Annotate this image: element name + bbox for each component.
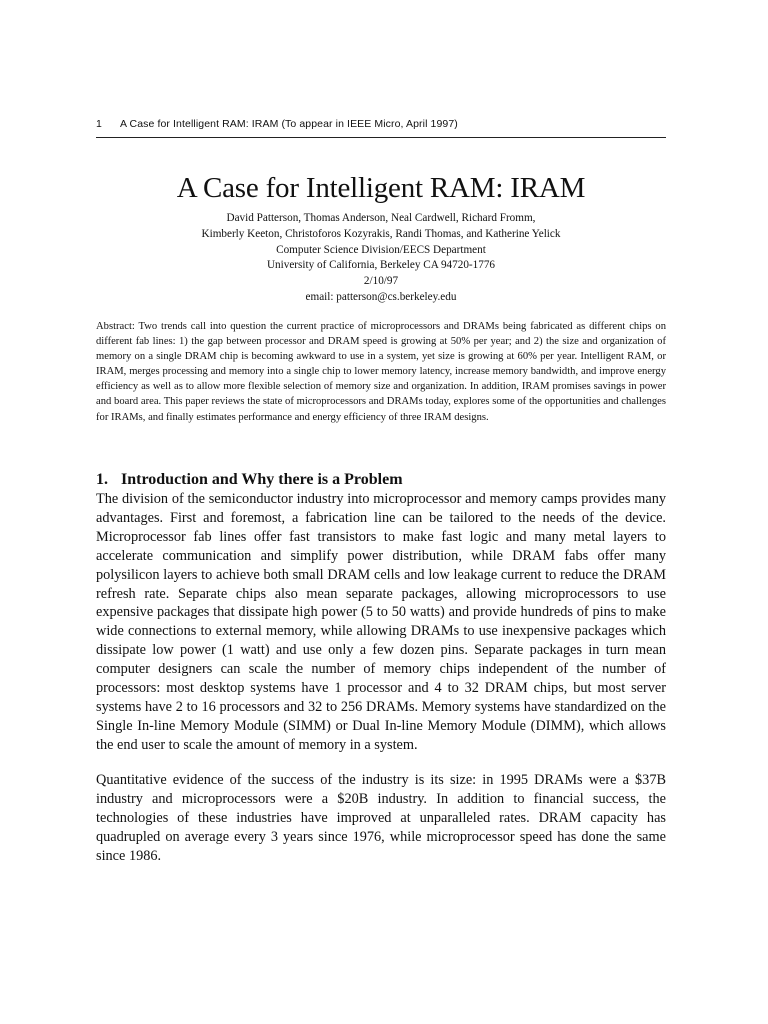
section-title: Introduction and Why there is a Problem	[121, 471, 403, 488]
author-block	[96, 211, 666, 306]
authors-line-2: Kimberly Keeton, Christoforos Kozyrakis, Randi Thomas, and Katherine Yelick	[201, 227, 561, 240]
header-rule	[96, 137, 666, 138]
contact-email: email: patterson@cs.berkeley.edu	[305, 290, 457, 303]
body-paragraph: Quantitative evidence of the success of the industry is its size: in 1995 DRAMs were a $37B industry and microprocessors were a $20B industry. In addition to financial success, the technologies of these industries have improved at unparalleled rates. DRAM capacity has quadrupled on average every 3 years since 1976, while microprocessor speed has done the same since 1986.	[96, 772, 666, 864]
affiliation-university: University of California, Berkeley CA 94720-1776	[266, 259, 496, 272]
running-head	[96, 118, 666, 130]
body-paragraph: The division of the semiconductor industry into microprocessor and memory camps provides many advantages. First and foremost, a fabrication line can be tailored to the needs of the device. Microprocessor fab lines offer fast transistors to make fast logic and many metal layers to accelerate communication and simplify power distribution, while DRAM fabs offer many polysilicon layers to achieve both small DRAM cells and low leakage current to reduce the DRAM refresh rate. Separate chips also mean separate packages, allowing microprocessors to use expensive packages that dissipate high power (5 to 50 watts) and provide hundreds of pins to make wide connections to external memory, while allowing DRAMs to use inexpensive packages which dissipate low power (1 watt) and use only a few dozen pins. Separate packages in turn mean computer designers can scale the number of memory chips independent of the number of processors: most desktop systems have 1 processor and 4 to 32 DRAM chips, but most server systems have 2 to 16 processors and 32 to 256 DRAMs. Memory systems have standardized on the Single In-line Memory Module (SIMM) or Dual In-line Memory Module (DIMM), which allows the end user to scale the amount of memory in a system.	[96, 491, 666, 753]
authors-line-1: David Patterson, Thomas Anderson, Neal Cardwell, Richard Fromm,	[226, 212, 536, 224]
section-heading	[96, 469, 666, 491]
paper-date: 2/10/97	[363, 275, 399, 288]
page-number: 1	[96, 118, 102, 130]
paper-title: A Case for Intelligent RAM: IRAM	[176, 172, 586, 204]
affiliation-department: Computer Science Division/EECS Department	[276, 243, 486, 256]
abstract: Abstract: Two trends call into question the current practice of microprocessors and DRAMs being fabricated as different chips on different fab lines: 1) the gap between processor and DRAM speed is growing at 50% per year; and 2) the size and organization of memory on a single DRAM chip is becoming awkward to use in a system, yet size is growing at 60% per year. Intelligent RAM, or IRAM, merges processing and memory into a single chip to lower memory latency, increase memory bandwidth, and improve energy efficiency as well as to allow more flexible selection of memory size and organization. In addition, IRAM promises savings in power and board area. This paper reviews the state of microprocessors and DRAMs today, explores some of the opportunities and challenges for IRAMs, and finally estimates performance and energy efficiency of three IRAM designs.	[96, 321, 666, 423]
running-head-text: A Case for Intelligent RAM: IRAM (To appear in IEEE Micro, April 1997)	[120, 118, 458, 130]
section-number: 1.	[96, 471, 108, 488]
